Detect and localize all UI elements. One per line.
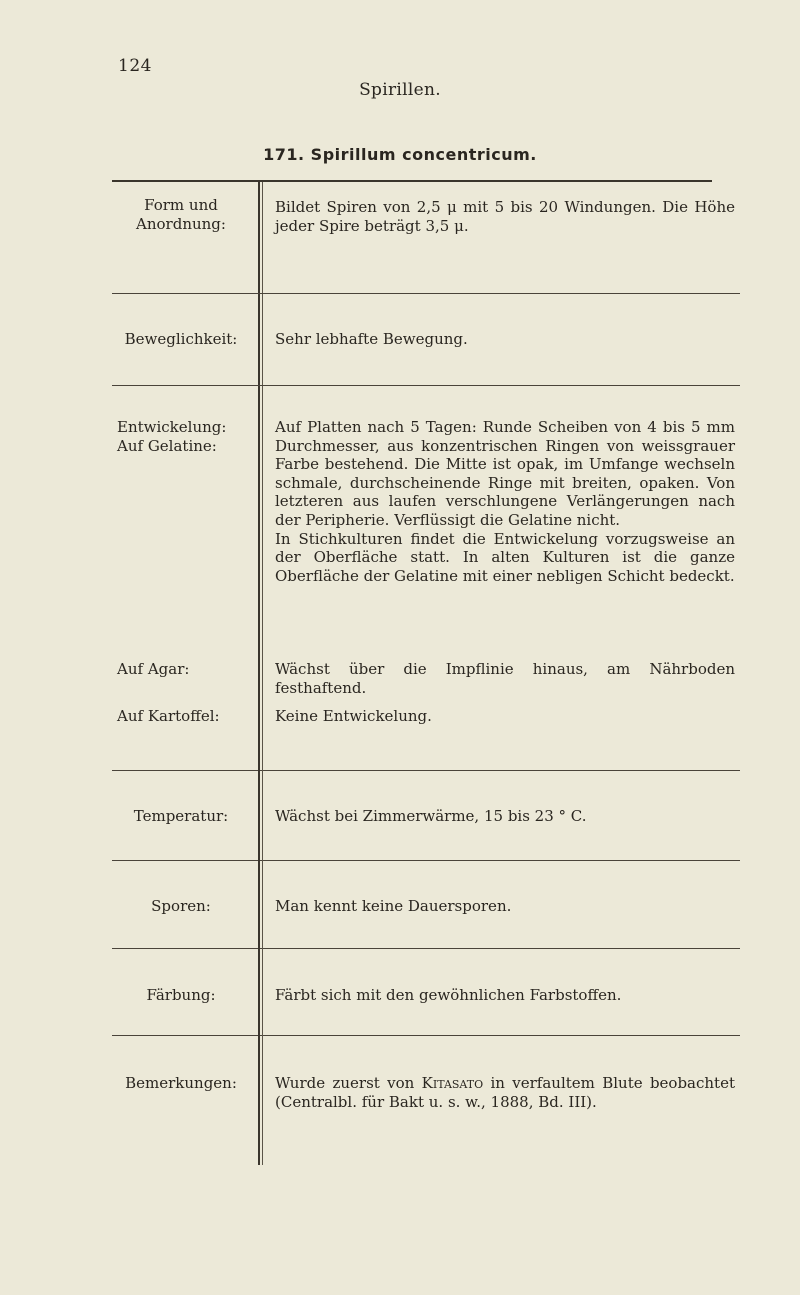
section-title: 171. Spirillum concentricum. — [263, 145, 537, 164]
remarks-text-after: in verfaultem Blute beobachtet (Centralbl. für Bakt u. s. w., 1888, Bd. III). — [275, 1074, 735, 1111]
row-divider — [112, 770, 740, 771]
row-motility-text: Sehr lebhafte Bewegung. — [275, 330, 468, 348]
row-spores-label: Sporen: — [151, 897, 211, 915]
row-divider — [112, 1035, 740, 1036]
row-development-label: Entwickelung: — [117, 418, 227, 436]
table-column-divider — [258, 182, 260, 770]
row-divider — [112, 860, 740, 861]
remarks-author: Kitasato — [421, 1074, 484, 1092]
row-divider — [112, 293, 740, 294]
row-temperature-label: Temperatur: — [133, 807, 229, 825]
row-remarks-label: Bemerkungen: — [125, 1074, 237, 1092]
table-top-rule — [112, 180, 712, 182]
row-gelatine-text — [275, 418, 735, 585]
row-agar-text: Wächst über die Impflinie hinaus, am Nährboden festhaftend. — [275, 660, 735, 697]
table-column-divider-lower-inner — [262, 770, 263, 1165]
running-title: Spirillen. — [359, 80, 441, 100]
row-remarks-text — [275, 1074, 735, 1111]
row-form-label: Form und Anordnung: — [136, 196, 226, 233]
row-staining-text: Färbt sich mit den gewöhnlichen Farbstoffen. — [275, 986, 622, 1004]
gelatine-plates-paragraph: Auf Platten nach 5 Tagen: Runde Scheiben von 4 bis 5 mm Durchmesser, aus konzentrischen Ringen von weissgrauer Farbe bestehend. Die Mitte ist opak, im Umfange wechseln schmale, durchscheinende Ringe mit breiten, opaken. Von letzteren aus laufen verschlungene Verlängerungen nach der Peripherie. Verflüssigt die Gelatine nicht. — [275, 418, 735, 529]
row-potato-label: Auf Kartoffel: — [117, 707, 220, 725]
row-divider — [112, 948, 740, 949]
table-column-divider-lower — [258, 770, 260, 1165]
row-spores-text: Man kennt keine Dauersporen. — [275, 897, 512, 915]
gelatine-stab-paragraph: In Stichkulturen findet die Entwickelung vorzugsweise an der Oberfläche statt. In alten Kulturen ist die ganze Oberfläche der Gelatine mit einer nebligen Schicht bedeckt. — [275, 529, 735, 585]
table-column-divider-inner — [262, 182, 263, 770]
row-temperature-text: Wächst bei Zimmerwärme, 15 bis 23 ° C. — [275, 807, 587, 825]
row-motility-label: Beweglichkeit: — [124, 330, 238, 348]
remarks-text-before: Wurde zuerst von — [275, 1074, 422, 1092]
page-number: 124 — [118, 56, 152, 76]
row-staining-label: Färbung: — [146, 986, 216, 1004]
row-gelatine-label: Auf Gelatine: — [117, 437, 217, 455]
row-divider — [112, 385, 740, 386]
row-form-text: Bildet Spiren von 2,5 μ mit 5 bis 20 Windungen. Die Höhe jeder Spire beträgt 3,5 μ. — [275, 198, 735, 235]
row-agar-label: Auf Agar: — [117, 660, 190, 678]
row-potato-text: Keine Entwickelung. — [275, 707, 432, 725]
